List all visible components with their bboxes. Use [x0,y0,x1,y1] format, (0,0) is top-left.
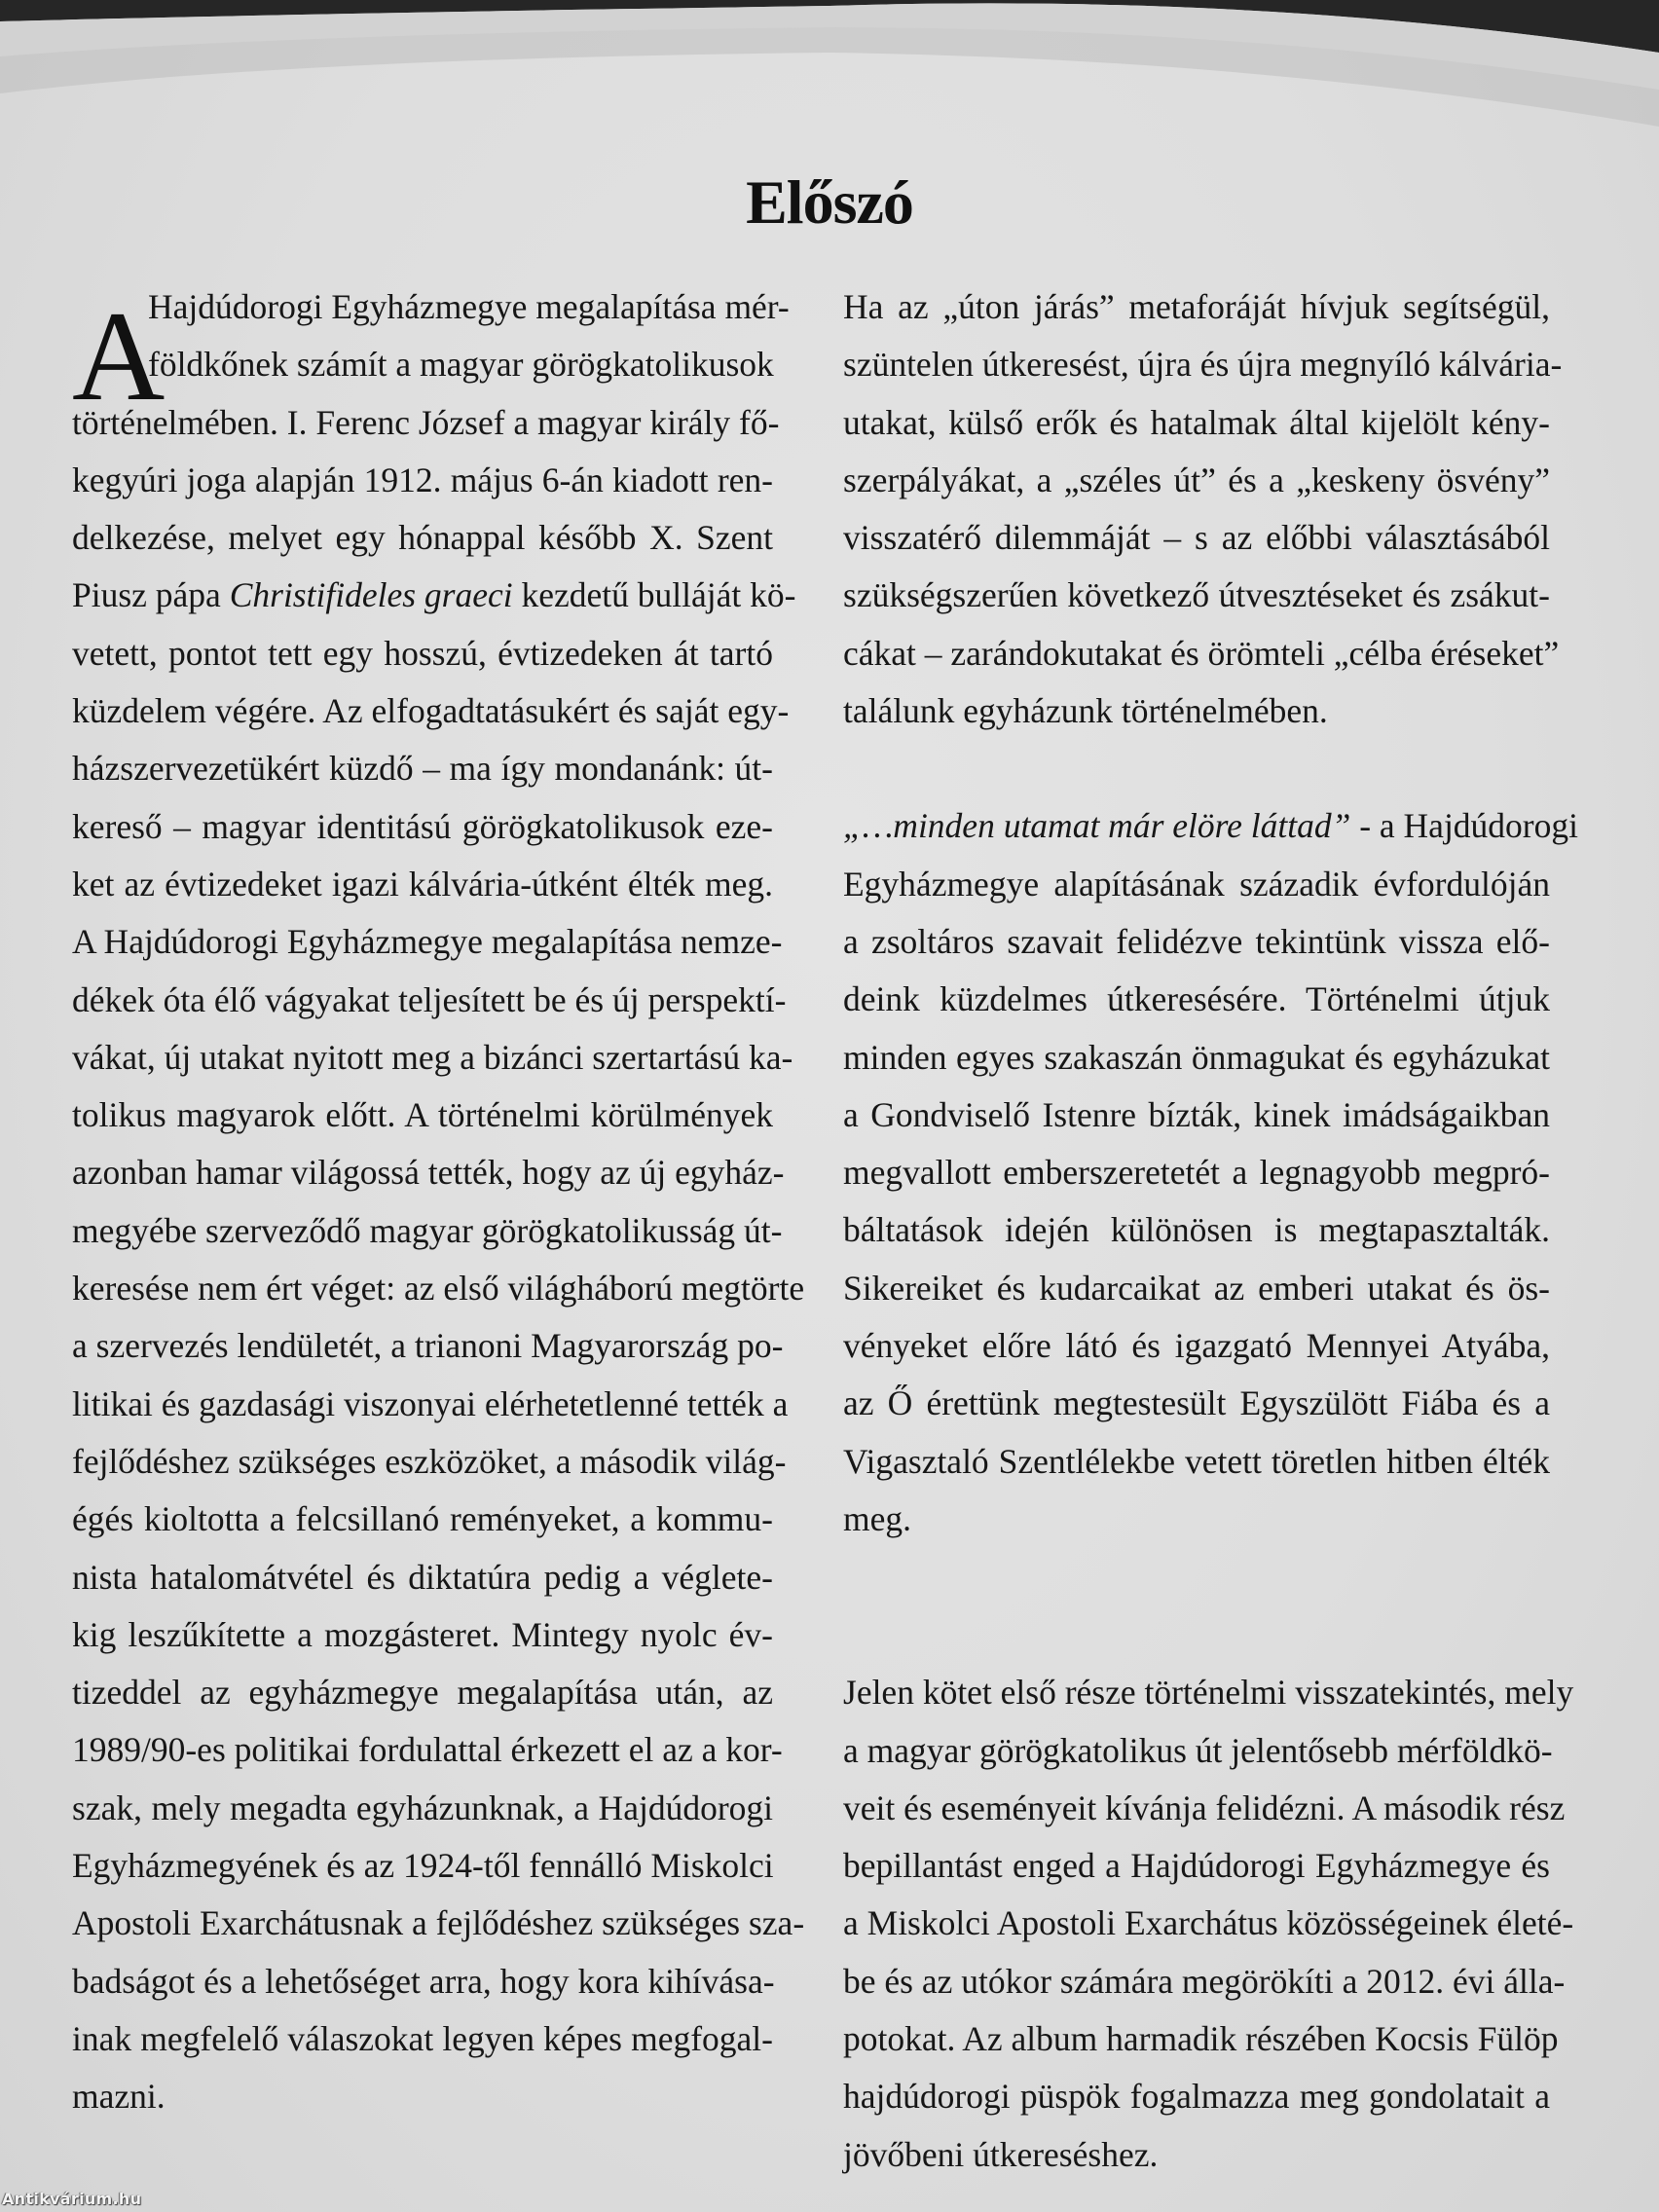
text-line: azonban hamar világossá tették, hogy az új egyház- [72,1153,785,1193]
text-run: - a Hajdúdorogi [1350,806,1578,846]
text-line: találunk egyházunk történelmében. [843,691,1328,731]
paragraph-gap [843,1548,1550,1664]
text-line: utakat, külső erők és hatalmak által kijelölt kény- [843,402,1550,442]
text-line: mazni. [72,2077,166,2117]
text-line: nista hatalomátvétel és diktatúra pedig a véglete- [72,1557,773,1597]
text-line: kig leszűkítette a mozgásteret. Mintegy nyolc év- [72,1614,773,1654]
left-column [72,278,805,2126]
text-line: házszervezetükért küzdő – ma így mondanánk: út- [72,749,773,789]
text-line: Vigasztaló Szentlélekbe vetett töretlen hitben élték [843,1441,1550,1481]
text-line: inak megfelelő válaszokat legyen képes megfogal- [72,2018,773,2058]
text-line: jövőbeni útkereséshez. [843,2134,1159,2174]
text-line: Hajdúdorogi Egyházmegye megalapítása mér- [148,287,790,326]
bull-title: Christifideles graeci [229,575,513,615]
text-line: cákat – zarándokutakat és örömteli „célba éréseket” [843,633,1560,673]
text-line: szerpályákat, a „széles út” és a „keskeny ösvény” [843,460,1550,499]
text-line: Egyházmegye alapításának századik évfordulóján [843,864,1550,903]
text-line: litikai és gazdasági viszonyai elérhetetlenné tették a [72,1383,789,1423]
text-line: szüntelen útkeresést, újra és újra megnyíló kálvária- [843,345,1563,385]
text-line: Jelen kötet első része történelmi visszatekintés, mely [843,1673,1574,1713]
text-line: földkőnek számít a magyar görögkatolikusok [148,345,774,385]
text-line: tolikus magyarok előtt. A történelmi körülmények [72,1095,773,1135]
text-line: Sikereiket és kudarcaikat az emberi utakat és ös- [843,1268,1550,1308]
text-line: be és az utókor számára megörökíti a 2012. évi álla- [843,1961,1566,2001]
psalm-quote: „…minden utamat már elöre láttad” [843,806,1351,846]
text-line: a Miskolci Apostoli Exarchátus közösségeinek életé- [843,1903,1574,1943]
text-line: hajdúdorogi püspök fogalmazza meg gondolatait a [843,2077,1550,2117]
watermark: Antikvárium.hu [2,2190,142,2208]
text-line: potokat. Az album harmadik részében Kocsis Fülöp [843,2019,1559,2059]
paragraph-gap [843,740,1550,797]
text-line: megvallott emberszeretetét a legnagyobb megpró- [843,1153,1550,1193]
text-line [843,797,1578,855]
text-line: Egyházmegyének és az 1924-től fennálló Miskolci [72,1846,774,1886]
text-line: bepillantást enged a Hajdúdorogi Egyházmegye és [843,1846,1550,1886]
text-line: dékek óta élő vágyakat teljesített be és új perspektí- [72,979,787,1019]
text-line: megyébe szerveződő magyar görögkatolikusság út- [72,1210,783,1250]
text-line: a szervezés lendületét, a trianoni Magyarország po- [72,1326,784,1366]
text-line: szak, mely megadta egyházunknak, a Hajdúdorogi [72,1788,773,1827]
text-line: kegyúri joga alapján 1912. május 6-án kiadott ren- [72,460,773,499]
text-line: történelmében. I. Ferenc József a magyar király fő- [72,402,780,442]
text-line: vényeket előre látó és igazgató Mennyei Atyába, [843,1326,1550,1366]
text-line: ket az évtizedeket igazi kálvária-útként élték meg. [72,864,773,903]
text-run: kezdetű bulláját kö- [512,575,796,615]
text-line: a zsoltáros szavait felidézve tekintünk vissza elő- [843,921,1550,961]
text-line: szükségszerűen következő útvesztéseket és zsákut- [843,575,1550,615]
text-line: a Gondviselő Istenre bízták, kinek imádságaikban [843,1094,1550,1134]
text-line: küzdelem végére. Az elfogadtatásukért és saját egy- [72,691,790,731]
text-line: vetett, pontot tett egy hosszú, évtizedeken át tartó [72,633,773,673]
text-line: badságot és a lehetőséget arra, hogy kora kihívása- [72,1961,775,2001]
text-line: báltatások idején különösen is megtapasztalták. [843,1210,1550,1250]
text-line: égés kioltotta a felcsillanó reményeket, a kommu- [72,1499,773,1539]
text-line: delkezése, melyet egy hónappal később X. Szent [72,518,773,558]
text-line: A Hajdúdorogi Egyházmegye megalapítása nemze- [72,922,783,962]
text-line [72,567,796,624]
text-line: Ha az „úton járás” metaforáját hívjuk segítségül, [843,287,1550,326]
text-run: Piusz pápa [72,575,230,615]
text-line: Apostoli Exarchátusnak a fejlődéshez szükséges sza- [72,1903,805,1943]
text-line: az Ő érettünk megtestesült Egyszülött Fiába és a [843,1383,1550,1423]
text-line: fejlődéshez szükséges eszközöket, a második világ- [72,1441,787,1481]
drop-cap: A [72,284,166,427]
text-line: veit és eseményeit kívánja felidézni. A második rész [843,1788,1566,1827]
text-line: tizeddel az egyházmegye megalapítása után, az [72,1673,773,1713]
right-column [843,278,1578,2184]
text-line: minden egyes szakaszán önmagukat és egyházukat [843,1037,1550,1077]
text-line: 1989/90-es politikai fordulattal érkezett el az a kor- [72,1730,783,1770]
text-line: visszatérő dilemmáját – s az előbbi választásából [843,518,1550,558]
page-title: Előszó [746,166,913,237]
text-line: meg. [843,1498,911,1538]
text-line: keresése nem ért véget: az első világháború megtörte [72,1269,805,1309]
text-line: kereső – magyar identitású görögkatolikusok eze- [72,806,773,846]
text-line: a magyar görögkatolikus út jelentősebb mérföldkö- [843,1730,1553,1770]
text-line: vákat, új utakat nyitott meg a bizánci szertartású ka- [72,1037,793,1077]
text-line: deink küzdelmes útkeresésére. Történelmi útjuk [843,979,1550,1019]
